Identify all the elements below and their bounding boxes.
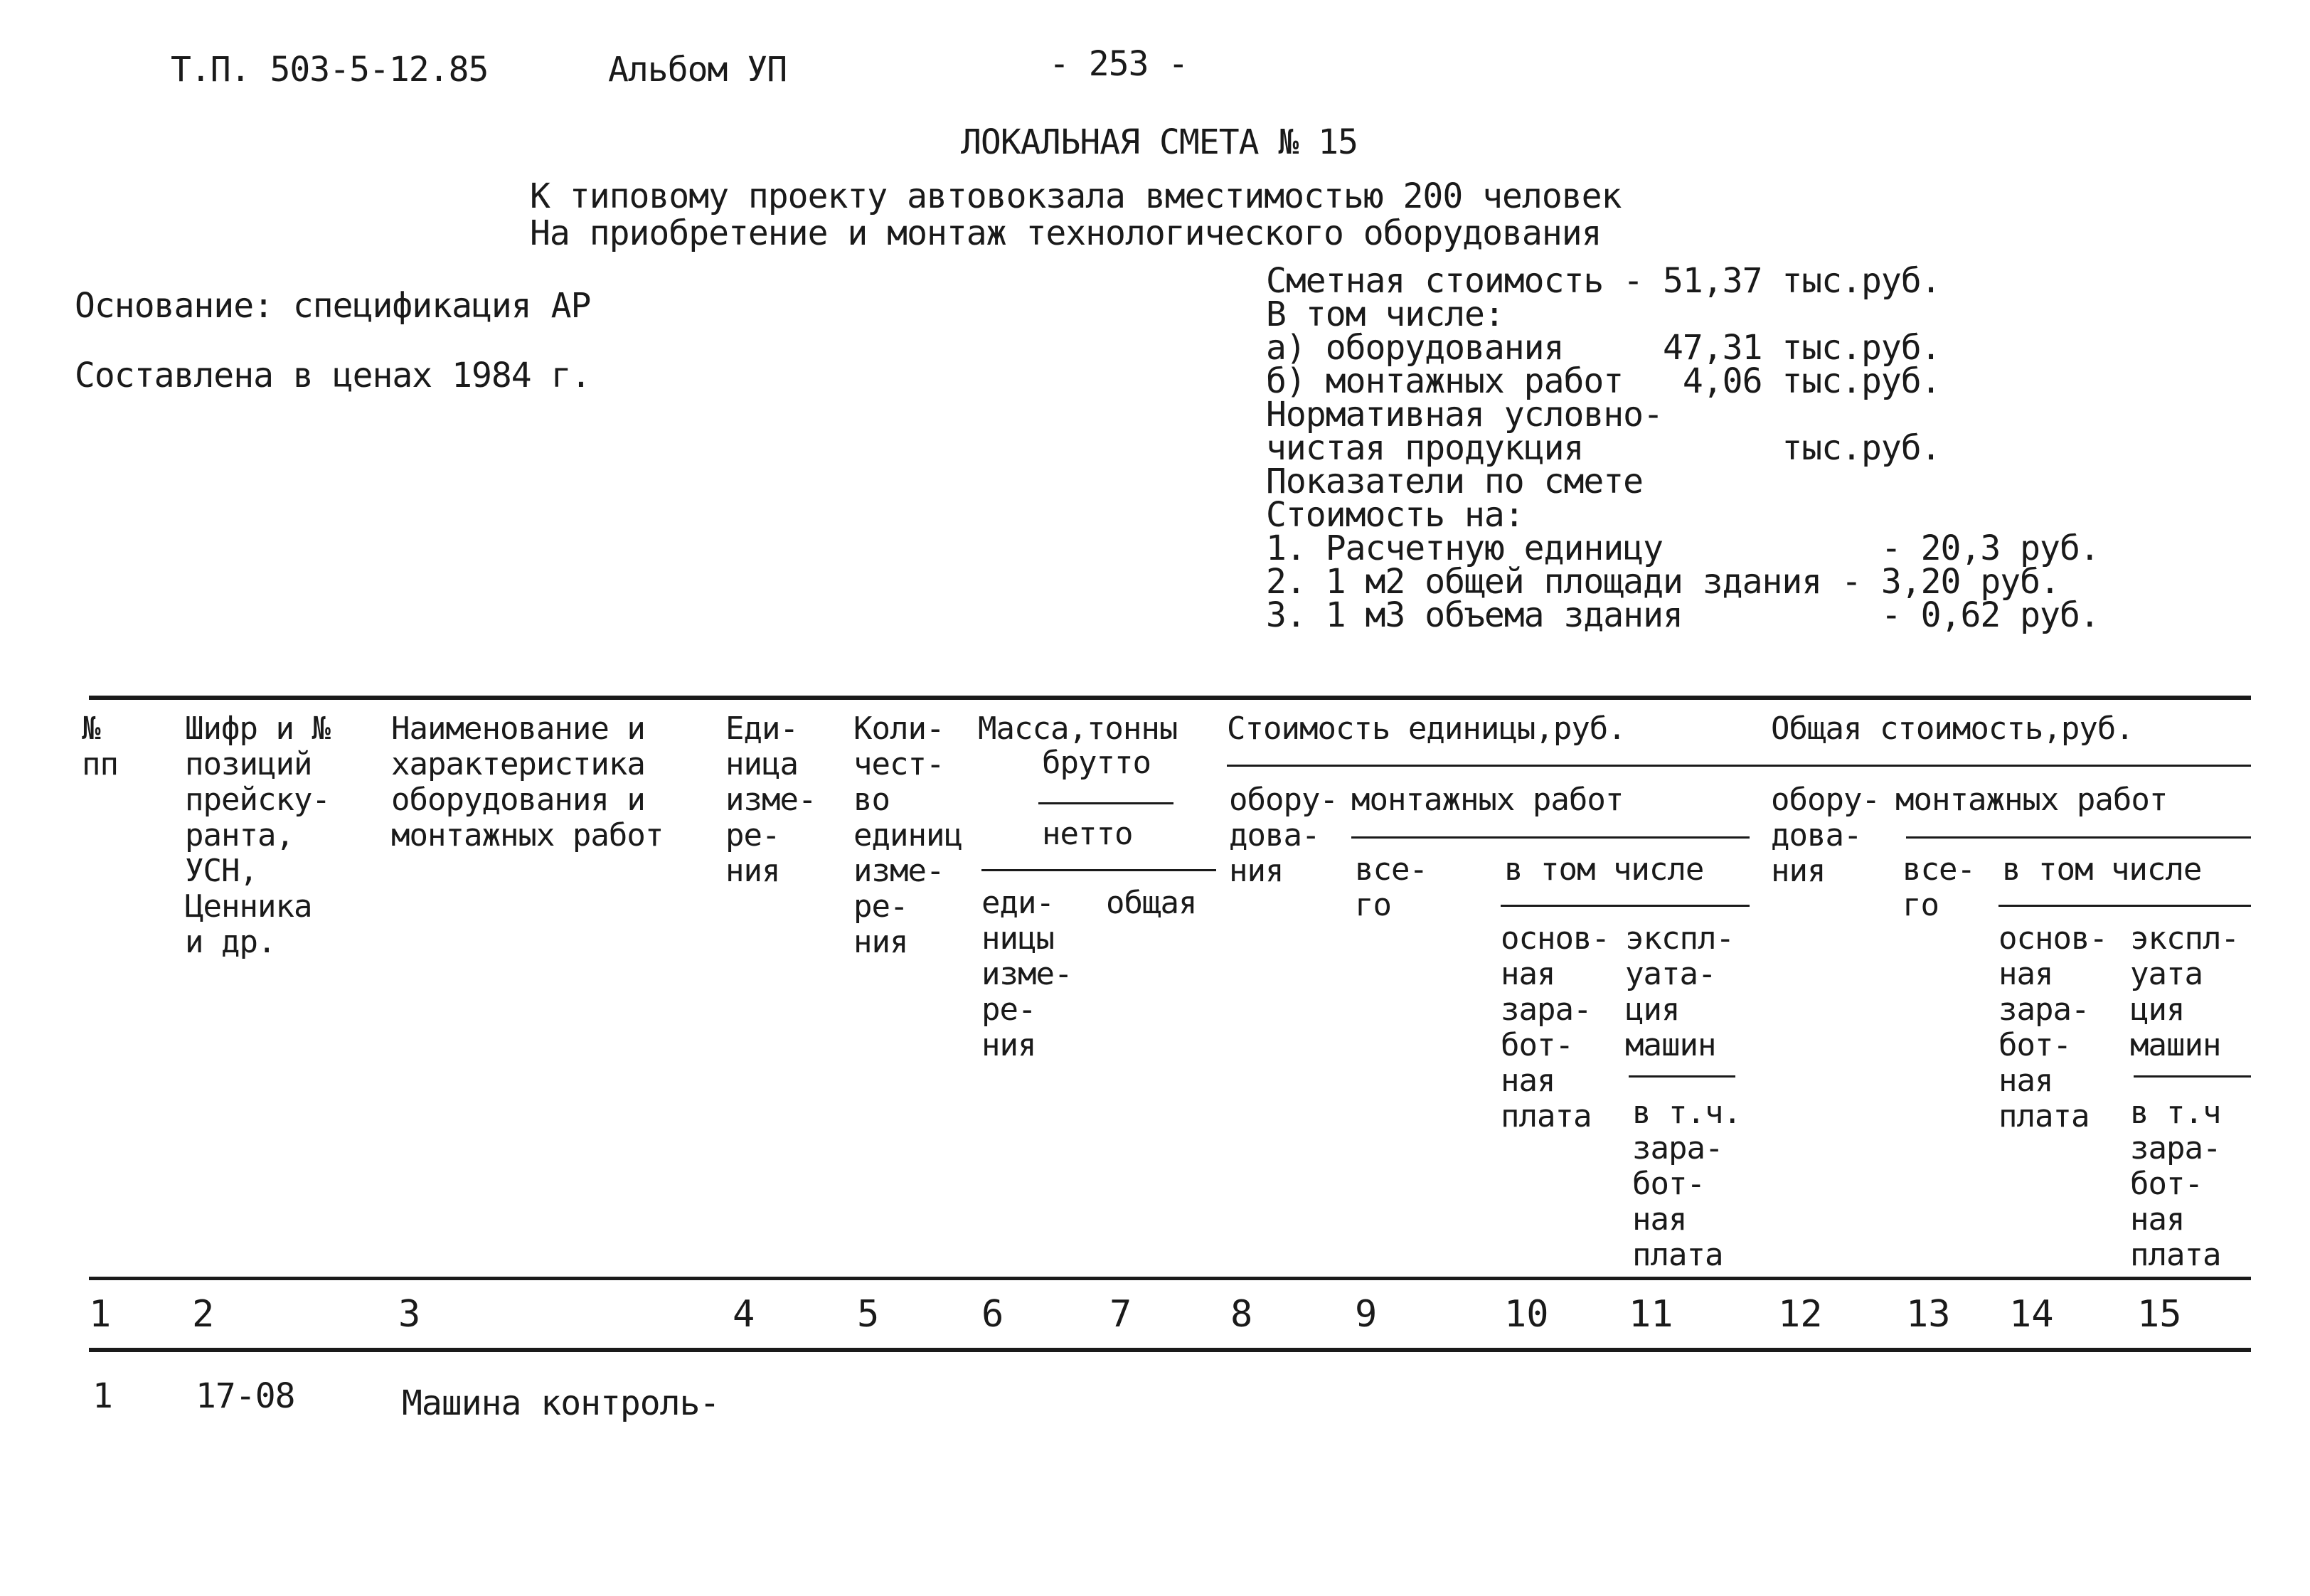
column-number: 2 [192,1293,215,1336]
column-numbers-rule [89,1348,2251,1352]
col-mass-header: Масса,тонны [978,711,1178,747]
col-unit-header: Еди- ница изме- ре- ния [725,711,816,889]
install-total-header: монтажных работ [1895,782,2168,818]
column-number: 12 [1778,1293,1823,1336]
machine-wage-total-header: в т.ч зара- бот- ная плата [2130,1095,2221,1273]
cost-line: б) монтажных работ 4,06 тыс.руб. [1266,361,1941,401]
prices-year-text: Составлена в ценах 1984 г. [75,356,591,395]
subtitle-line-1: К типовому проекту автовокзала вместимостью 200 человек [530,176,1622,216]
install-total-unit-header: все- го [1355,851,1427,923]
unit-cost-header: Стоимость единицы,руб. [1227,711,1626,747]
column-number: 15 [2137,1293,2182,1336]
col-name-header: Наименование и характеристика оборудования и монтажных работ [391,711,664,853]
column-number: 5 [857,1293,880,1336]
machine-total-header: экспл- уата ция машин [2130,920,2239,1063]
column-number: 6 [981,1293,1004,1336]
incl-total-header: в том числе [2002,851,2202,888]
cost-line: а) оборудования 47,31 тыс.руб. [1266,328,1941,368]
equipment-unit-header: обору- дова- ния [1229,782,1338,889]
column-number: 14 [2009,1293,2054,1336]
column-number: 4 [733,1293,755,1336]
basis-text: Основание: спецификация АР [75,286,591,326]
cost-summary [1266,261,2099,635]
column-number: 7 [1109,1293,1132,1336]
incl-unit-header: в том числе [1504,851,1704,888]
brutto-rule [1038,802,1173,804]
row-code: 17-08 [196,1376,295,1416]
brutto-label: брутто [1042,745,1151,781]
col-code-header: Шифр и № позиций прейску- ранта, УСН, Ценника и др. [185,711,330,960]
page-number: - 253 - [1049,44,1188,84]
machine-wage-unit-header: в т.ч. зара- бот- ная плата [1632,1095,1741,1273]
machine-rule-total [2134,1075,2251,1078]
equipment-total-header: обору- дова- ния [1771,782,1880,889]
row-name: Машина контроль- [402,1383,720,1423]
incl-rule-total [1998,905,2251,907]
mass-total-header: общая [1106,885,1197,921]
estimate-title: ЛОКАЛЬНАЯ СМЕТА № 15 [961,122,1358,162]
install-total-sum-header: все- го [1902,851,1975,923]
column-number: 9 [1355,1293,1378,1336]
cost-header-rule [1227,765,2251,767]
cost-line: Сметная стоимость - 51,37 тыс.руб. [1266,261,1941,301]
total-cost-header: Общая стоимость,руб. [1771,711,2134,747]
incl-rule-unit [1501,905,1750,907]
install-unit-header: монтажных работ [1351,782,1624,818]
column-number: 1 [89,1293,112,1336]
cost-line: Стоимость на: [1266,495,1524,535]
cost-line: 1. Расчетную единицу - 20,3 руб. [1266,528,2099,568]
album-label: Альбом УП [608,50,787,90]
cost-line: чистая продукция тыс.руб. [1266,428,1941,468]
cost-line: 3. 1 м3 объема здания - 0,62 руб. [1266,595,2099,635]
column-number: 10 [1504,1293,1549,1336]
cost-line: В том числе: [1266,294,1504,334]
machine-unit-header: экспл- уата- ция машин [1625,920,1734,1063]
netto-rule [981,869,1216,871]
install-rule-total [1906,836,2251,839]
column-number: 11 [1629,1293,1673,1336]
install-rule-unit [1351,836,1750,839]
row-number: 1 [92,1376,112,1416]
machine-rule-unit [1629,1075,1735,1078]
header-bottom-rule [89,1277,2251,1280]
base-wage-unit-header: основ- ная зара- бот- ная плата [1501,920,1609,1134]
cost-line: Нормативная условно- [1266,395,1663,435]
netto-label: нетто [1042,816,1133,852]
base-wage-total-header: основ- ная зара- бот- ная плата [1998,920,2107,1134]
col-quantity-header: Коли- чест- во единиц изме- ре- ния [853,711,962,960]
column-number: 3 [398,1293,421,1336]
col-number-header: № пп [82,711,118,782]
column-number: 13 [1906,1293,1951,1336]
cost-line: 2. 1 м2 общей площади здания - 3,20 руб. [1266,562,2060,602]
column-number: 8 [1230,1293,1253,1336]
cost-line: Показатели по смете [1266,462,1644,501]
project-code: Т.П. 503-5-12.85 [171,50,489,90]
mass-per-unit-header: еди- ницы изме- ре- ния [981,885,1072,1063]
subtitle-line-2: На приобретение и монтаж технологического оборудования [530,213,1602,253]
table-top-rule [89,696,2251,700]
